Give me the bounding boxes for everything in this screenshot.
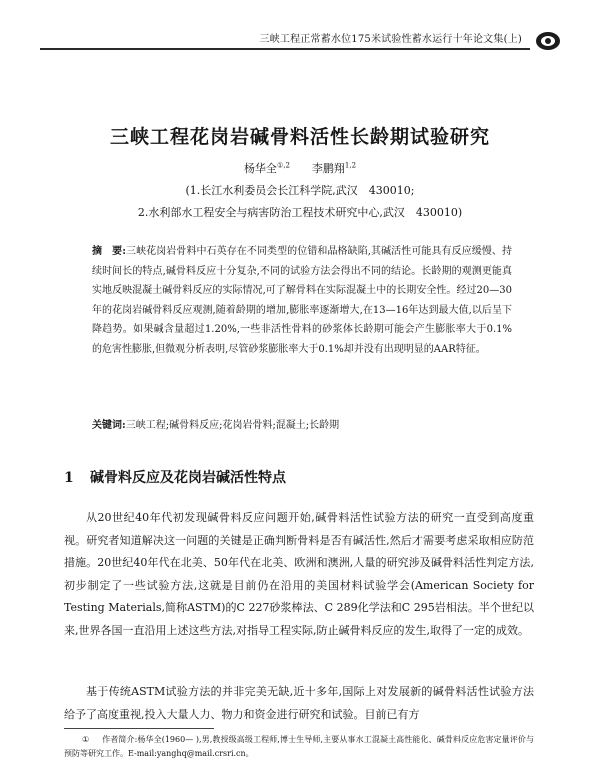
- footnote-mark: ①: [82, 735, 90, 744]
- affiliation-line: (1.长江水利委员会长江科学院,武汉 430010;: [185, 184, 415, 197]
- section-number: 1: [64, 470, 74, 486]
- author-name: 杨华全: [243, 162, 277, 175]
- section-title: 碱骨料反应及花岗岩碱活性特点: [90, 470, 286, 486]
- affiliation-line: 2.水利部水工程安全与病害防治工程技术研究中心,武汉 430010): [137, 206, 463, 219]
- keywords: [92, 416, 512, 431]
- footnote-text: 作者简介:杨华全(1960— ),男,教授级高级工程师,博士生导师,主要从事水工混凝土高性能化、碱骨料反应危害定量评价与预防等研究工作。E-mail:yanghq@mail.crsri.cn。: [64, 735, 534, 758]
- author-affiliation-mark: ①,2: [276, 161, 290, 170]
- header-rule: [40, 48, 530, 50]
- keywords-label: 关键词:: [92, 420, 126, 431]
- author-line: [0, 160, 600, 176]
- body-paragraph: 基于传统ASTM试验方法的并非完美无缺,近十多年,国际上对发展新的碱骨料活性试验方法给予了高度重视,投入大量人力、物力和资金进行研究和试验。目前已有方: [64, 685, 534, 721]
- running-head: 三峡工程正常蓄水位175米试验性蓄水运行十年论文集(上): [259, 34, 522, 45]
- abstract-label: 摘 要:: [92, 246, 126, 257]
- body-paragraph: 从20世纪40年代初发现碱骨料反应问题开始,碱骨料活性试验方法的研究一直受到高度重视。研究者知道解决这一问题的关键是正确判断骨料是否有碱活性,然后才需要考虑采取相应防范措施。20世纪40年代在北美、50年代在北美、欧洲和澳洲,人量的研究涉及碱骨料活性判定方法,初步制定了一些试验方法,这就是目前仍在沿用的美国材料试验学会(American Society for Testing Materials,简称ASTM)的C 227砂浆棒法、C 289化学法和C 295岩相法。半个世纪以来,世界各国一直沿用上述这些方法,对指导工程实际,防止碱骨料反应的发生,取得了一定的成效。: [64, 511, 534, 637]
- abstract-text: 三峡花岗岩骨料中石英存在不同类型的位错和晶格缺陷,其碱活性可能具有反应缓慢、持续时间长的特点,碱骨料反应十分复杂,不同的试验方法会得出不同的结论。长龄期的观测更能真实地反映混凝土碱骨料反应的实际情况,可了解骨料在实际混凝土中的长期安全性。经过20—30年的花岗岩碱骨料反应观测,随着龄期的增加,膨胀率逐渐增大,在13—16年达到最大值,以后呈下降趋势。如果碱含量超过1.20%,一些非活性骨料的砂浆体长龄期可能会产生膨胀率大于0.1%的危害性膨胀,但微观分析表明,尽管砂浆膨胀率大于0.1%却并没有出现明显的AAR特征。: [92, 246, 512, 355]
- section-heading: [64, 467, 286, 487]
- author-name: 李鹏翔: [311, 162, 345, 175]
- footnote: [64, 733, 534, 761]
- keywords-text: 三峡工程;碱骨料反应;花岗岩骨料;混凝土;长龄期: [125, 420, 340, 431]
- footnote-rule: [64, 728, 214, 729]
- institute-logo-icon: [534, 30, 562, 52]
- abstract: [92, 242, 512, 359]
- author-affiliation-mark: 1,2: [344, 161, 357, 170]
- paper-title: 三峡工程花岗岩碱骨料活性长龄期试验研究: [109, 126, 490, 148]
